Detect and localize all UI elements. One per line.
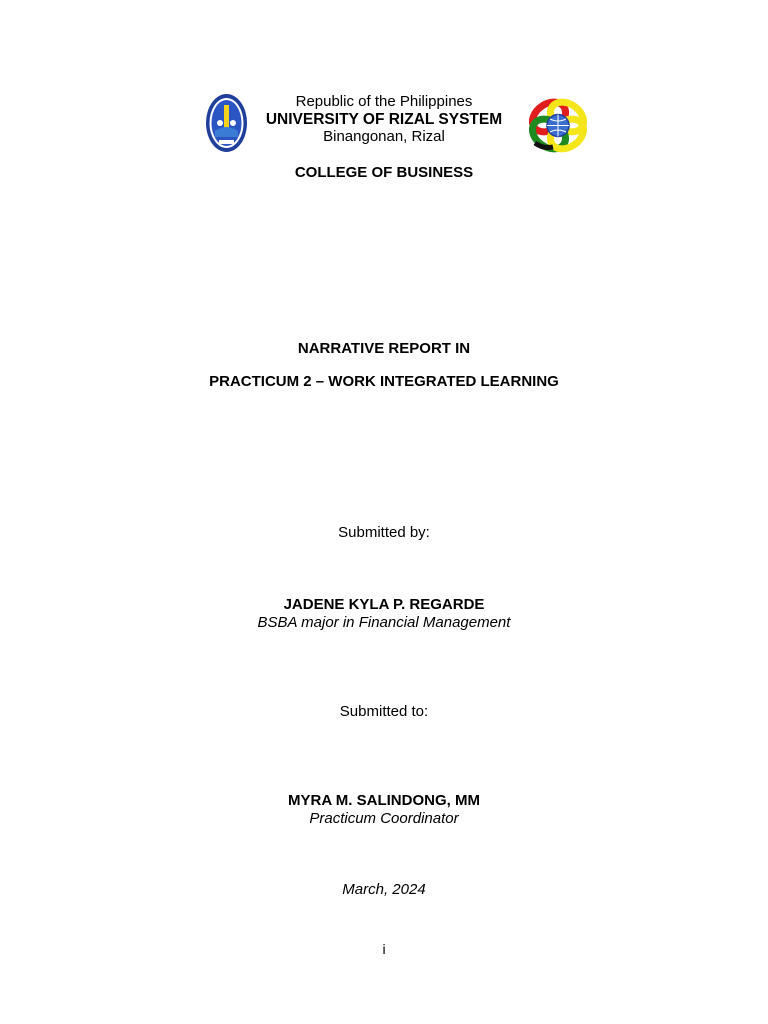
student-program: BSBA major in Financial Management xyxy=(257,614,511,631)
report-title-line1: NARRATIVE REPORT IN xyxy=(297,340,471,357)
header-republic: Republic of the Philippines xyxy=(295,93,473,110)
page-number: i xyxy=(382,941,386,957)
coordinator-role: Practicum Coordinator xyxy=(309,810,459,827)
coordinator-name: MYRA M. SALINDONG, MM xyxy=(288,792,480,809)
student-name: JADENE KYLA P. REGARDE xyxy=(283,596,485,613)
report-title-line2: PRACTICUM 2 – WORK INTEGRATED LEARNING xyxy=(209,373,559,390)
report-date: March, 2024 xyxy=(342,881,426,898)
submitted-by-label: Submitted by: xyxy=(338,524,430,541)
college-name: COLLEGE OF BUSINESS xyxy=(294,164,474,181)
header-campus: Binangonan, Rizal xyxy=(323,128,445,145)
submitted-to-label: Submitted to: xyxy=(339,703,429,720)
header-university: UNIVERSITY OF RIZAL SYSTEM xyxy=(265,111,503,128)
